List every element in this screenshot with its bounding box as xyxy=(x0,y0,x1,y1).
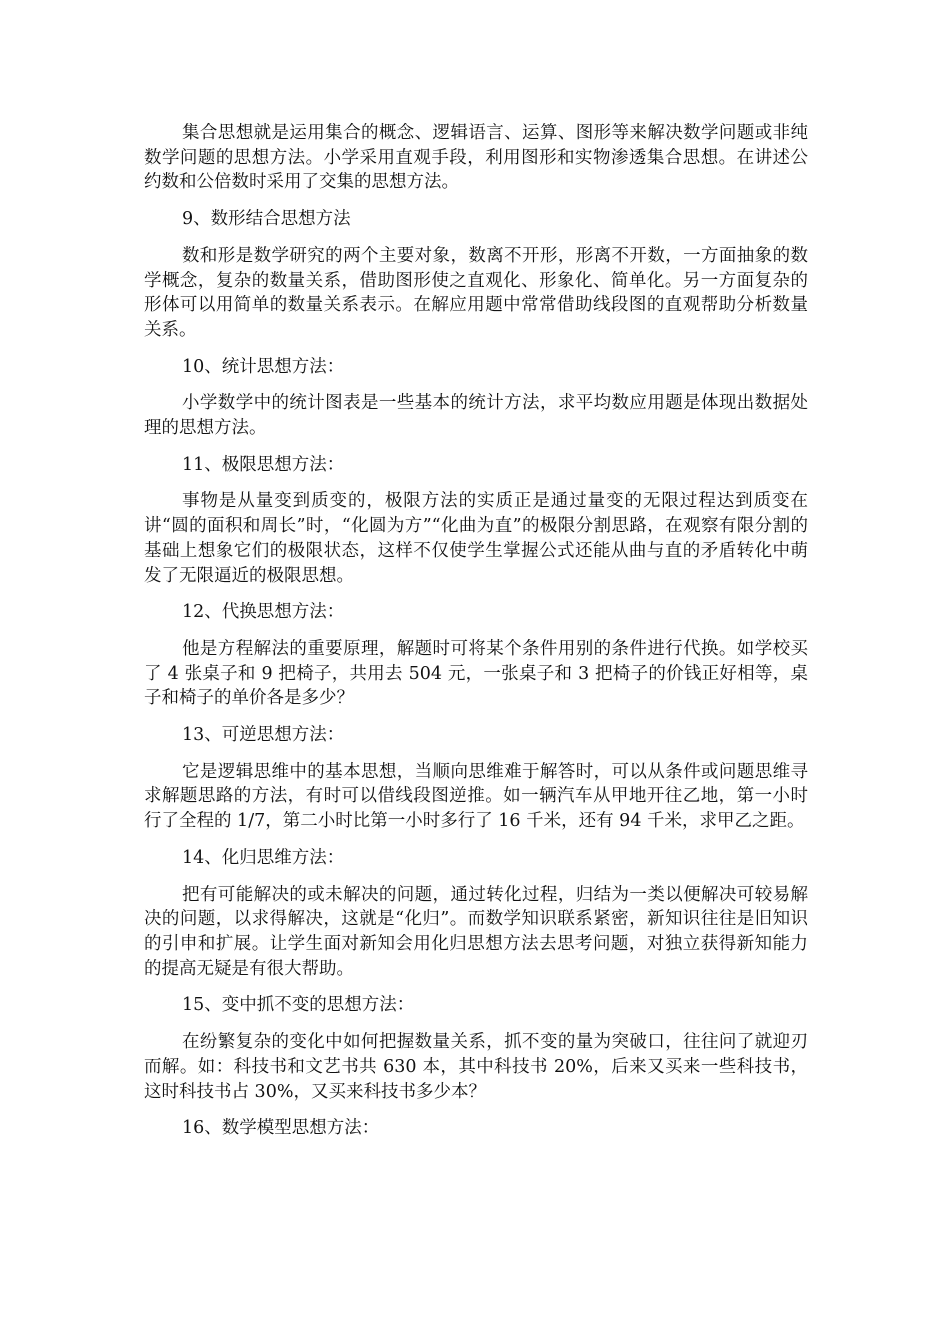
heading-11-limit: 11、极限思想方法： xyxy=(182,454,345,475)
paragraph-limit: 事物是从量变到质变的，极限方法的实质正是通过量变的无限过程达到质变在讲“圆的面积和周长”时，“化圆为方”“化曲为直”的极限分割思路，在观察有限分割的基础上想象它们的极限状态，这样不仅使学生掌握公式还能从曲与直的矛盾转化中萌发了无限逼近的极限思想。 xyxy=(144,491,808,586)
heading-12-substitution: 12、代换思想方法： xyxy=(182,602,345,623)
paragraph-substitution: 他是方程解法的重要原理，解题时可将某个条件用别的条件进行代换。如学校买了 4 张桌子和 9 把椅子，共用去 504 元，一张桌子和 3 把椅子的价钱正好相等，桌子和椅子的单价各是多少？ xyxy=(144,638,808,709)
paragraph-statistics: 小学数学中的统计图表是一些基本的统计方法，求平均数应用题是体现出数据处理的思想方法。 xyxy=(144,393,808,439)
heading-9-number-shape: 9、数形结合思想方法 xyxy=(182,209,351,230)
paragraph-reversible: 它是逻辑思维中的基本思想，当顺向思维难于解答时，可以从条件或问题思维寻求解题思路的方法，有时可以借线段图逆推。如一辆汽车从甲地开往乙地，第一小时行了全程的 1/7，第二小时比第一小时多行了 16 千米，还有 94 千米，求甲乙之距。 xyxy=(144,761,808,832)
paragraph-reduction: 把有可能解决的或未解决的问题，通过转化过程，归结为一类以便解决可较易解决的问题，以求得解决，这就是“化归”。而数学知识联系紧密，新知识往往是旧知识的引申和扩展。让学生面对新知会用化归思想方法去思考问题，对独立获得新知能力的提高无疑是有很大帮助。 xyxy=(144,884,808,979)
heading-16-model: 16、数学模型思想方法： xyxy=(182,1118,380,1139)
heading-15-invariant: 15、变中抓不变的思想方法： xyxy=(182,995,415,1016)
heading-10-statistics: 10、统计思想方法： xyxy=(182,356,345,377)
paragraph-number-shape: 数和形是数学研究的两个主要对象，数离不开形，形离不开数，一方面抽象的数学概念，复杂的数量关系，借助图形使之直观化、形象化、简单化。另一方面复杂的形体可以用简单的数量关系表示。在解应用题中常常借助线段图的直观帮助分析数量关系。 xyxy=(144,245,808,340)
document-body xyxy=(144,121,808,1153)
paragraph-set-thinking: 集合思想就是运用集合的概念、逻辑语言、运算、图形等来解决数学问题或非纯数学问题的思想方法。小学采用直观手段，利用图形和实物渗透集合思想。在讲述公约数和公倍数时采用了交集的思想方法。 xyxy=(144,123,808,193)
heading-14-reduction: 14、化归思维方法： xyxy=(182,847,345,868)
heading-13-reversible: 13、可逆思想方法： xyxy=(182,725,345,746)
paragraph-invariant: 在纷繁复杂的变化中如何把握数量关系，抓不变的量为突破口，往往问了就迎刃而解。如：科技书和文艺书共 630 本，其中科技书 20%，后来又买来一些科技书，这时科技书占 30%，又买来科技书多少本？ xyxy=(144,1032,808,1102)
